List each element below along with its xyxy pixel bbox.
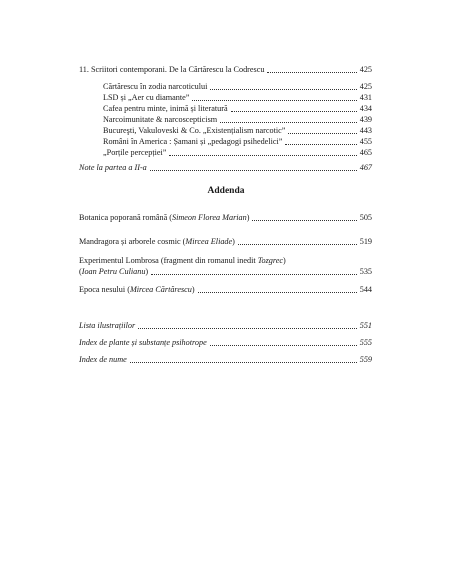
toc-item: Narcoimunitate & narcoscepticism 439	[103, 115, 372, 124]
toc-item: Bucureşti, Vakuloveski & Co. „Existențialism narcotic” 443	[103, 126, 372, 135]
toc-index-entry: Index de nume 559	[79, 355, 372, 364]
toc-leader	[267, 72, 356, 73]
toc-addenda-entry: Botanica poporană română (Simeon Florea Marian) 505	[79, 213, 372, 222]
toc-addenda-entry: Epoca nesului (Mircea Cărtărescu) 544	[79, 285, 372, 294]
section-heading-addenda: Addenda	[207, 186, 245, 196]
toc-page-number: 425	[359, 65, 372, 74]
toc-chapter-11	[79, 65, 372, 75]
toc-addenda-entry-line1: Experimentul Lombrosa (fragment din romanul inedit Tozgrec)	[79, 256, 286, 265]
toc-item: „Porțile percepției” 465	[103, 148, 372, 157]
toc-chapter-title: 11. Scriitori contemporani. De la Cărtărescu la Codrescu	[79, 65, 265, 74]
toc-item: Români în America : Șamani și „pedagogi psihedelici” 455	[103, 137, 372, 146]
toc-addenda-entry-line2: (Ioan Petru Culianu) 535	[79, 267, 372, 276]
toc-item: Cafea pentru minte, inimă și literatură 434	[103, 104, 372, 113]
toc-notes: Note la partea a II-a 467	[79, 163, 372, 172]
toc-index-entry: Index de plante și substanțe psihotrope 555	[79, 338, 372, 347]
toc-item: LSD și „Aer cu diamante” 431	[103, 93, 372, 102]
toc-item: Cărtărescu în zodia narcoticului 425	[103, 82, 372, 91]
toc-index-entry: Lista ilustrațiilor 551	[79, 321, 372, 330]
toc-addenda-entry: Mandragora și arborele cosmic (Mircea Eliade) 519	[79, 237, 372, 246]
